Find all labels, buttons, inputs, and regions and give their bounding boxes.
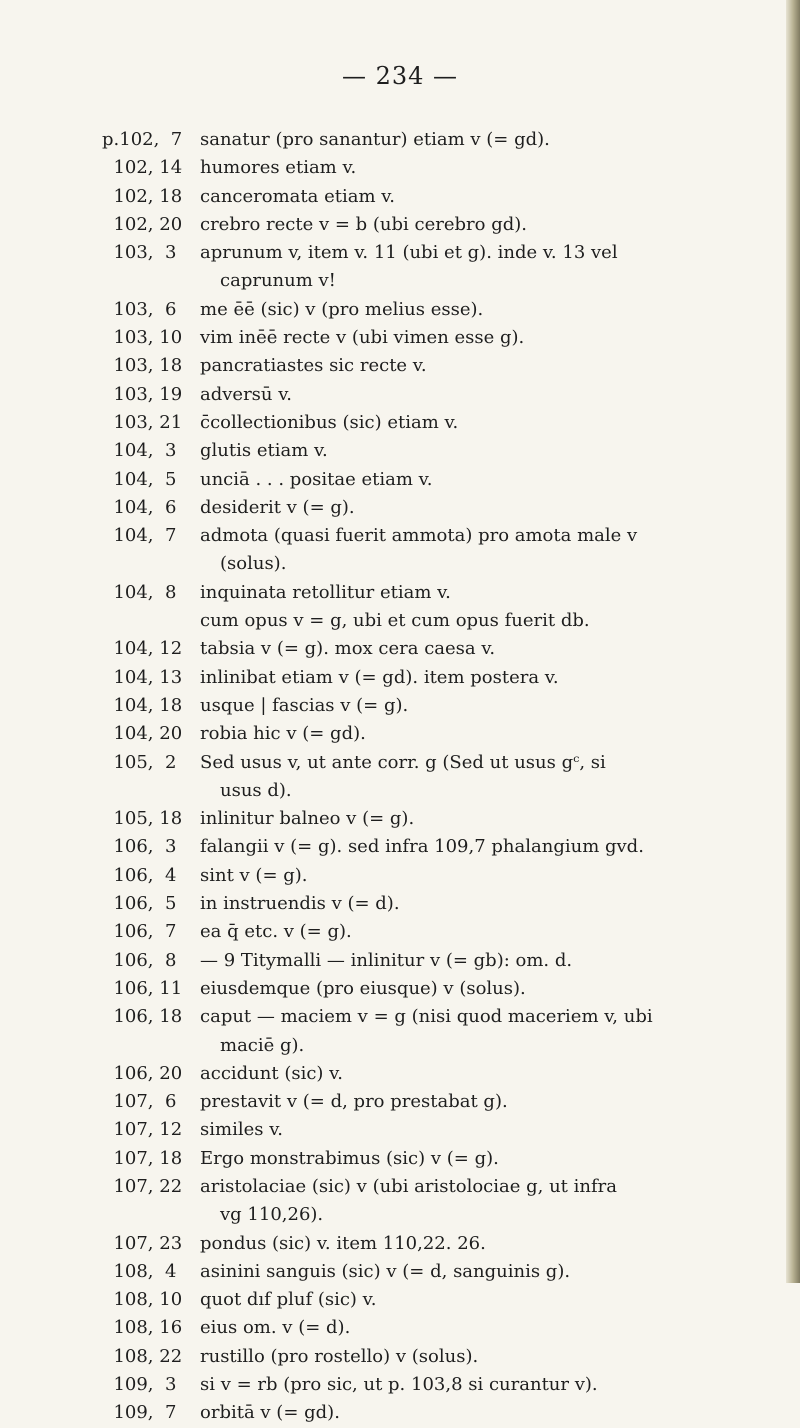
- entry-reference: 108, 16: [102, 1317, 183, 1339]
- entry-row: [102, 296, 792, 324]
- entry-text-continuation: caprunum v!: [220, 270, 336, 292]
- entry-row: [102, 890, 792, 918]
- entry-row: [102, 1060, 792, 1088]
- entry-reference: 108, 22: [102, 1345, 183, 1367]
- entry-reference: 104, 6: [102, 496, 177, 518]
- entry-text: [200, 947, 792, 975]
- entry-reference: 103, 10: [102, 327, 183, 349]
- entry-text: [200, 1060, 792, 1088]
- entry-text: [200, 805, 792, 833]
- entry-row: [102, 409, 792, 437]
- entry-reference: 103, 21: [102, 411, 183, 433]
- entry-text: [200, 975, 792, 1003]
- entry-text: [200, 239, 792, 296]
- entry-text: [200, 494, 792, 522]
- entry-row: [102, 918, 792, 946]
- entry-reference: 103, 19: [102, 383, 183, 405]
- entry-row: [102, 1286, 792, 1314]
- entry-text-line: orbitā v (= gd).: [200, 1402, 340, 1424]
- entry-row: [102, 862, 792, 890]
- entry-text: [200, 1258, 792, 1286]
- entry-text: [200, 1314, 792, 1342]
- entry-reference: 104, 7: [102, 525, 177, 547]
- entry-reference: 106, 4: [102, 864, 177, 886]
- entry-text-line: crebro recte v = b (ubi cerebro gd).: [200, 213, 527, 235]
- entry-text: [200, 1230, 792, 1258]
- entry-text: [200, 381, 792, 409]
- entry-text: [200, 720, 792, 748]
- entry-text-line: caput — maciem v = g (nisi quod maceriem v, ubi: [200, 1006, 653, 1028]
- entry-reference: 107, 12: [102, 1119, 183, 1141]
- entry-reference: 108, 4: [102, 1260, 177, 1282]
- entry-reference: 104, 13: [102, 666, 183, 688]
- entry-reference: 106, 7: [102, 921, 177, 943]
- entry-row: [102, 1145, 792, 1173]
- entry-text-line: ea q̄ etc. v (= g).: [200, 921, 352, 943]
- entry-text-line: inquinata retollitur etiam v.: [200, 581, 451, 603]
- entry-row: [102, 1371, 792, 1399]
- entry-text-line: eius om. v (= d).: [200, 1317, 351, 1339]
- page-number: — 234 —: [341, 62, 459, 90]
- entry-text-line: sint v (= g).: [200, 864, 308, 886]
- entry-row: [102, 437, 792, 465]
- entry-text: [200, 862, 792, 890]
- entry-row: [102, 466, 792, 494]
- entry-row: [102, 805, 792, 833]
- entry-reference: 107, 6: [102, 1091, 177, 1113]
- entry-reference: 108, 10: [102, 1289, 183, 1311]
- entry-text: [200, 183, 792, 211]
- entry-text: [200, 211, 792, 239]
- entry-row: [102, 324, 792, 352]
- entry-reference: 105, 2: [102, 751, 177, 773]
- entry-row: [102, 1003, 792, 1060]
- entry-text: [200, 749, 792, 806]
- entry-text-line: quot dıf pluf (sic) v.: [200, 1289, 377, 1311]
- entry-text: [200, 1343, 792, 1371]
- entry-text: [200, 1003, 792, 1060]
- entry-reference: 104, 5: [102, 468, 177, 490]
- entry-reference: 103, 3: [102, 242, 177, 264]
- entry-text: [200, 1145, 792, 1173]
- entry-text: [200, 692, 792, 720]
- entry-row: [102, 579, 792, 607]
- entry-text-continuation: usus d).: [220, 779, 292, 801]
- entry-row: [102, 947, 792, 975]
- entry-text: [200, 1371, 792, 1399]
- entry-text-line: desiderit v (= g).: [200, 496, 355, 518]
- entry-row: [102, 352, 792, 380]
- entry-row: [102, 692, 792, 720]
- entry-text-line: humores etiam v.: [200, 157, 357, 179]
- entry-text-continuation: maciē g).: [220, 1034, 305, 1056]
- entry-reference: 109, 3: [102, 1374, 177, 1396]
- entry-reference: p.102, 7: [102, 129, 183, 150]
- entry-reference: 107, 18: [102, 1147, 183, 1169]
- entry-text-continuation: vg 110,26).: [220, 1204, 324, 1226]
- entry-row: [102, 749, 792, 806]
- entry-text-line: pondus (sic) v. item 110,22. 26.: [200, 1232, 486, 1254]
- entry-text-continuation: (solus).: [220, 553, 287, 575]
- entry-reference: 106, 3: [102, 836, 177, 858]
- entry-row: [102, 1399, 792, 1427]
- entry-text-line: eiusdemque (pro eiusque) v (solus).: [200, 977, 526, 999]
- entry-text-line: cum opus v = g, ubi et cum opus fuerit db.: [200, 610, 590, 632]
- entry-text: [200, 833, 792, 861]
- entry-text: [200, 437, 792, 465]
- entry-reference: 106, 18: [102, 1006, 183, 1028]
- entry-row: [102, 664, 792, 692]
- entry-text: [200, 1088, 792, 1116]
- entry-text-line: glutis etiam v.: [200, 440, 328, 462]
- entry-reference: 104, 20: [102, 723, 183, 745]
- entry-row: [102, 607, 792, 635]
- entry-row: [102, 494, 792, 522]
- entry-reference: 104, 3: [102, 440, 177, 462]
- entry-text: [200, 296, 792, 324]
- entry-text: [200, 409, 792, 437]
- entry-text-line: falangii v (= g). sed infra 109,7 phalangium gvd.: [200, 836, 644, 858]
- entry-text: [200, 579, 792, 607]
- entry-text-line: inlinitur balneo v (= g).: [200, 808, 415, 830]
- entry-text-line: c̄collectionibus (sic) etiam v.: [200, 411, 459, 433]
- entry-row: [102, 1173, 792, 1230]
- entry-text: [200, 918, 792, 946]
- entry-text: [200, 664, 792, 692]
- entry-text: [200, 352, 792, 380]
- entry-text-line: canceromata etiam v.: [200, 185, 395, 207]
- entry-reference: 104, 18: [102, 694, 183, 716]
- entry-row: [102, 239, 792, 296]
- entry-reference: 105, 18: [102, 808, 183, 830]
- entry-text-line: vim inēē recte v (ubi vimen esse g).: [200, 327, 525, 349]
- entry-reference: 107, 23: [102, 1232, 183, 1254]
- entry-reference: 106, 11: [102, 977, 183, 999]
- entry-text: [200, 1286, 792, 1314]
- entry-reference: 106, 8: [102, 949, 177, 971]
- entry-row: [102, 1088, 792, 1116]
- collation-list: [102, 126, 792, 1428]
- entry-text-line: aprunum v, item v. 11 (ubi et g). inde v. 13 vel: [200, 242, 618, 264]
- entry-text-line: admota (quasi fuerit ammota) pro amota male v: [200, 525, 638, 547]
- entry-text-line: inlinibat etiam v (= gd). item postera v.: [200, 666, 559, 688]
- entry-text: [200, 522, 792, 579]
- entry-reference: 103, 6: [102, 298, 177, 320]
- entry-row: [102, 833, 792, 861]
- entry-text-line: aristolaciae (sic) v (ubi aristolociae g, ut infra: [200, 1175, 617, 1197]
- entry-reference: [102, 607, 200, 635]
- entry-row: [102, 154, 792, 182]
- entry-row: [102, 635, 792, 663]
- entry-row: [102, 1116, 792, 1144]
- entry-text-line: si v = rb (pro sic, ut p. 103,8 si curantur v).: [200, 1374, 598, 1396]
- entry-row: [102, 720, 792, 748]
- entry-text-line: robia hic v (= gd).: [200, 723, 366, 745]
- entry-row: [102, 381, 792, 409]
- entry-reference: 106, 20: [102, 1062, 183, 1084]
- entry-reference: 102, 18: [102, 185, 183, 207]
- entry-text: [200, 635, 792, 663]
- entry-text-line: asinini sanguis (sic) v (= d, sanguinis g).: [200, 1260, 571, 1282]
- entry-text: [200, 466, 792, 494]
- entry-reference: 102, 14: [102, 157, 183, 179]
- entry-text-line: similes v.: [200, 1119, 283, 1141]
- entry-text-line: me ēē (sic) v (pro melius esse).: [200, 298, 484, 320]
- entry-reference: 109, 7: [102, 1402, 177, 1424]
- entry-text-line: sanatur (pro sanantur) etiam v (= gd).: [200, 129, 550, 150]
- entry-row: [102, 975, 792, 1003]
- entry-reference: 104, 12: [102, 638, 183, 660]
- entry-text-line: — 9 Titymalli — inlinitur v (= gb): om. d.: [200, 949, 573, 971]
- entry-reference: 107, 22: [102, 1175, 183, 1197]
- entry-row: [102, 1258, 792, 1286]
- entry-reference: 106, 5: [102, 893, 177, 915]
- entry-reference: 102, 20: [102, 213, 183, 235]
- entry-text: [200, 1116, 792, 1144]
- entry-row: [102, 1343, 792, 1371]
- entry-text-line: prestavit v (= d, pro prestabat g).: [200, 1091, 508, 1113]
- entry-text-line: Sed usus v, ut ante corr. g (Sed ut usus gᶜ, si: [200, 751, 606, 773]
- entry-row: [102, 522, 792, 579]
- entry-text-line: in instruendis v (= d).: [200, 893, 400, 915]
- entry-text-line: unciā . . . positae etiam v.: [200, 468, 433, 490]
- entry-text: [200, 126, 792, 154]
- entry-reference: 104, 8: [102, 581, 177, 603]
- entry-text: [200, 1173, 792, 1230]
- entry-text-line: rustillo (pro rostello) v (solus).: [200, 1345, 479, 1367]
- entry-text-line: pancratiastes sic recte v.: [200, 355, 427, 377]
- entry-text-line: accidunt (sic) v.: [200, 1062, 343, 1084]
- entry-row: [102, 211, 792, 239]
- entry-text: [200, 607, 792, 635]
- entry-text-line: Ergo monstrabimus (sic) v (= g).: [200, 1147, 499, 1169]
- entry-row: [102, 183, 792, 211]
- entry-text-line: adversū v.: [200, 383, 292, 405]
- entry-row: [102, 126, 792, 154]
- entry-text: [200, 324, 792, 352]
- entry-text: [200, 1399, 792, 1427]
- entry-row: [102, 1314, 792, 1342]
- entry-reference: 103, 18: [102, 355, 183, 377]
- entry-text: [200, 890, 792, 918]
- page-edge: [786, 0, 800, 1283]
- entry-text: [200, 154, 792, 182]
- entry-row: [102, 1230, 792, 1258]
- entry-text-line: usque | fascias v (= g).: [200, 694, 409, 716]
- entry-text-line: tabsia v (= g). mox cera caesa v.: [200, 638, 496, 660]
